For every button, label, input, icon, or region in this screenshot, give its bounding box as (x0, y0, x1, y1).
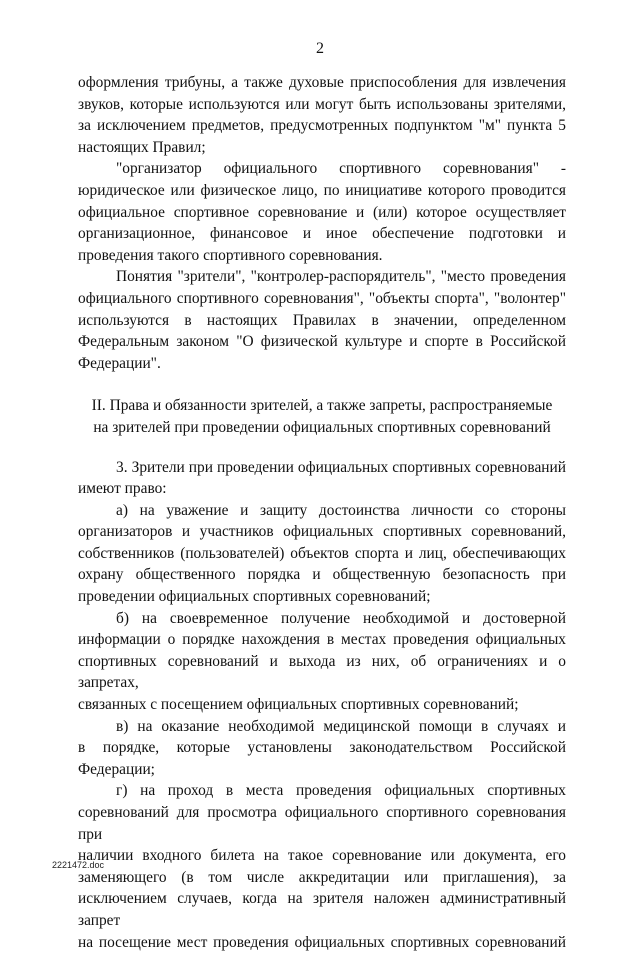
text-line: собственников (пользователей) объектов спорта и лиц, обеспечивающих (78, 543, 566, 565)
text-line: юридическое или физическое лицо, по инициативе которого проводится (78, 180, 566, 202)
text-line: за исключением предметов, предусмотренных подпунктом "м" пункта 5 (78, 115, 566, 137)
section-heading (78, 395, 566, 438)
text-line: информации о порядке нахождения в местах проведения официальных (78, 629, 566, 651)
rights-block (78, 457, 566, 953)
text-line: связанных с посещением официальных спортивных соревнований; (78, 694, 566, 716)
text-line: соревнований для просмотра официального спортивного соревнования при (78, 802, 566, 845)
text-line: проведения такого спортивного соревнования. (78, 245, 566, 267)
text-line: "организатор официального спортивного соревнования" - (78, 158, 566, 180)
text-line: оформления трибуны, а также духовые приспособления для извлечения (78, 72, 566, 94)
text-line: спортивных соревнований и выхода из них, об ограничениях и о запретах, (78, 651, 566, 694)
text-line: б) на своевременное получение необходимой и достоверной (78, 608, 566, 630)
document-body (78, 72, 566, 953)
text-line: а) на уважение и защиту достоинства личности со стороны (78, 500, 566, 522)
text-line: в порядке, которые установлены законодательством Российской (78, 737, 566, 759)
text-line: заменяющего (в том числе аккредитации или приглашения), за (78, 867, 566, 889)
text-line: проведении официальных спортивных соревнований; (78, 586, 566, 608)
text-line: в) на оказание необходимой медицинской помощи в случаях и (78, 716, 566, 738)
text-line: имеют право: (78, 478, 566, 500)
text-line: Федерации". (78, 353, 566, 375)
text-line: на посещение мест проведения официальных спортивных соревнований (78, 932, 566, 953)
footer-file-code: 2221472.doc (52, 860, 104, 870)
text-line: официальное спортивное соревнование и (или) которое осуществляет (78, 202, 566, 224)
text-line: Понятия "зрители", "контролер-распорядитель", "место проведения (78, 266, 566, 288)
text-line: г) на проход в места проведения официальных спортивных (78, 780, 566, 802)
text-line: Федерации; (78, 759, 566, 781)
page-number: 2 (0, 40, 640, 58)
text-line: Федеральным законом "О физической культуре и спорте в Российской (78, 331, 566, 353)
text-line: официального спортивного соревнования", "объекты спорта", "волонтер" (78, 288, 566, 310)
definitions-block (78, 72, 566, 374)
text-line: охрану общественного порядка и общественную безопасность при (78, 564, 566, 586)
text-line: организаторов и участников официальных спортивных соревнований, (78, 521, 566, 543)
text-line: наличии входного билета на такое соревнование или документа, его (78, 845, 566, 867)
text-line: организационное, финансовое и иное обеспечение подготовки и (78, 223, 566, 245)
heading-line: II. Права и обязанности зрителей, а также запреты, распространяемые (78, 395, 566, 417)
heading-line: на зрителей при проведении официальных спортивных соревнований (78, 417, 566, 439)
text-line: исключением случаев, когда на зрителя наложен административный запрет (78, 888, 566, 931)
text-line: настоящих Правил; (78, 137, 566, 159)
text-line: звуков, которые используются или могут быть использованы зрителями, (78, 94, 566, 116)
text-line: 3. Зрители при проведении официальных спортивных соревнований (78, 457, 566, 479)
text-line: используются в настоящих Правилах в значении, определенном (78, 310, 566, 332)
